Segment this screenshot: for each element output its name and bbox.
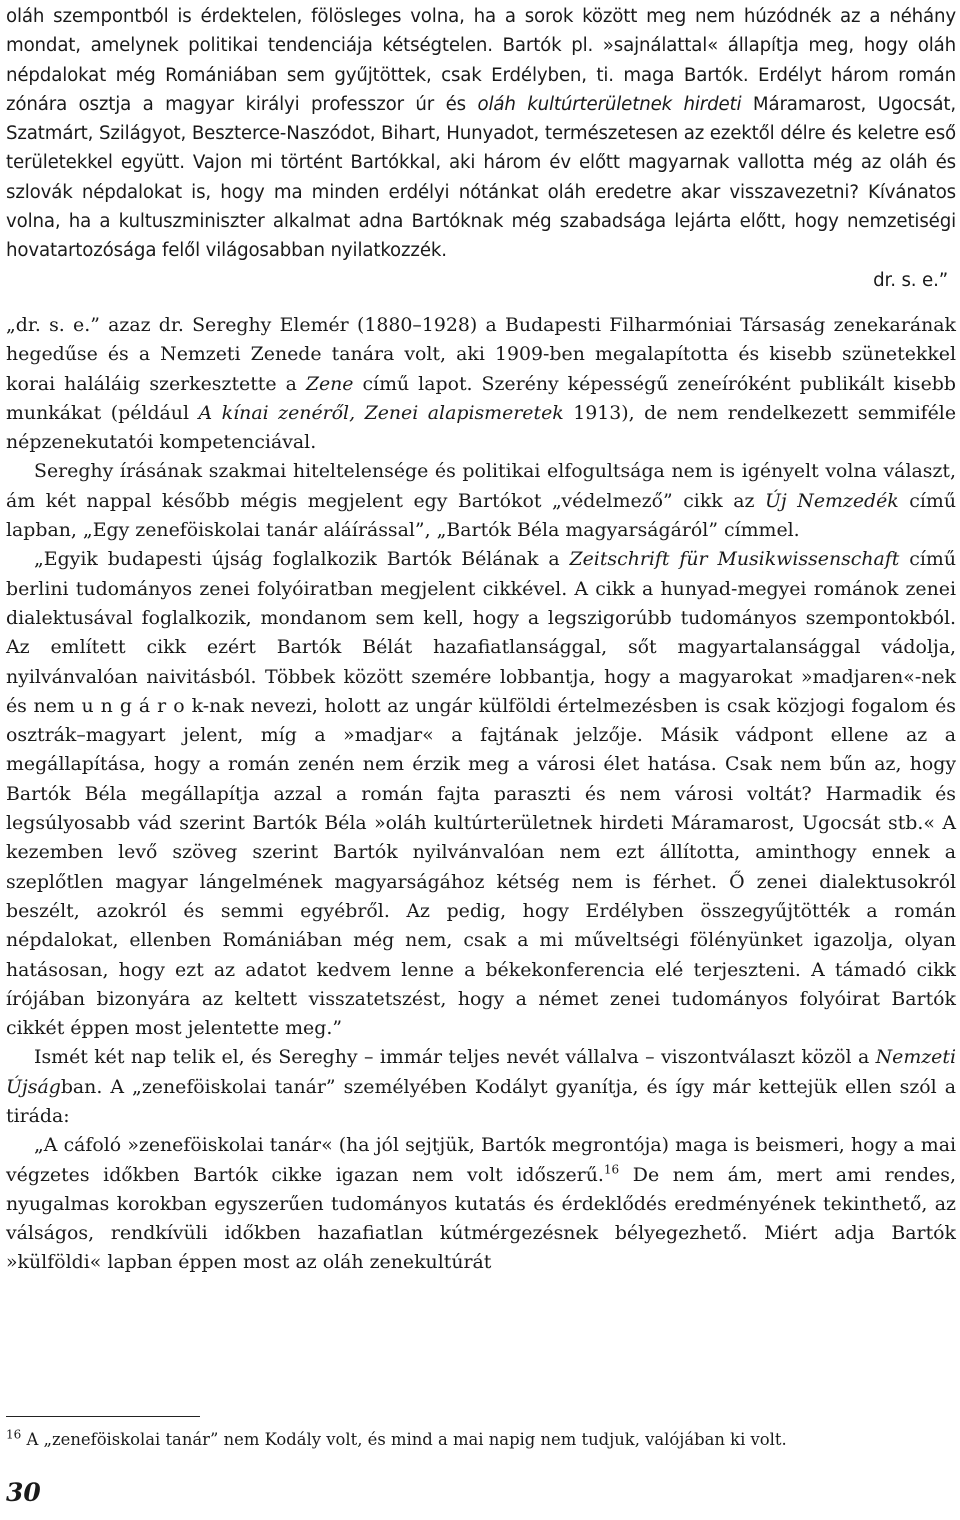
text-run: Sereghy írásának szakmai hiteltelensége és politikai elfogultsága nem is igényelt volna választ, ám két nappal később mégis megjelent egy Bartókot „védelmező” cikk az <box>6 460 956 512</box>
text-run: ban. A „zeneföiskolai tanár” személyében Kodályt gyanítja, és így már kettejük ellen szól a tiráda: <box>6 1075 956 1127</box>
italic-text: oláh kultúrterületnek hirdeti <box>477 93 742 115</box>
text-run: Ismét két nap telik el, és Sereghy – immár teljes nevét vállalva – viszontválaszt közöl a <box>34 1046 876 1069</box>
spaced-text: ungáro <box>81 694 192 717</box>
text-run: című lapban, „Egy zeneföiskolai tanár aláírással”, „Bartók Béla magyarságáról” címmel. <box>6 489 956 542</box>
footnote-text: A „zeneföiskolai tanár” nem Kodály volt, és mind a mai napig nem tudjuk, valójában ki volt. <box>21 1430 787 1449</box>
paragraph-response <box>6 457 956 545</box>
page-number: 30 <box>6 1478 41 1507</box>
text-run: című berlini tudományos zenei folyóiratban megjelent cikkével. A cikk a hunyad-megyei románok zenei dialektusával foglalkozik, mondanom sem kell, hogy a legszigorúbb tudományos szempontokból. Az említett cikk ezért Bartók Bélát hazafiatlansággal, sőt magyartalansággal vádolja, nyilvánvalóan naivitásból. Többek között szemére lobbantja, hogy a magyarokat »madjaren«-nek és nem <box>6 548 956 717</box>
footnote-ref: 16 <box>603 1162 620 1177</box>
paragraph-defense-quote <box>6 545 956 1043</box>
paragraph-tirade-quote <box>6 1131 956 1277</box>
italic-text: Nemzeti Újság <box>6 1046 956 1098</box>
document-body <box>6 2 956 1278</box>
footnote-divider <box>6 1416 200 1417</box>
paragraph-sereghy-intro <box>6 311 956 457</box>
text-run: De nem ám, mert ami rendes, nyugalmas korokban egyszerűen tudományos kutatás és érdeklődés eredményének tekinthető, az válságos, rendkívüli időkben hazafiatlan kútmérgezésnek bélyegezhető. Miért adja Bartók »külföldi« lapban éppen most az oláh zenekultúrát <box>6 1163 956 1274</box>
italic-text: Zene <box>305 372 354 395</box>
text-run: 1913), de nem rendelkezett semmiféle népzenekutatói kompetenciával. <box>6 401 957 454</box>
text-run: Máramarost, Ugocsát, Szatmárt, Szilágyot, Beszterce-Naszódot, Bihart, Hunyadot, természetesen az ezektől délre és keletre eső területekkel együtt. Vajon mi történt Bartókkal, aki három év előtt magyarnak vallotta még az oláh és szlovák népdalokat is, hogy ma minden erdélyi nótánkat oláh eredetre akar visszavezetni? Kívánatos volna, ha a kultuszminiszter alkalmat adna Bartóknak még szabadsága lejárta előtt, hogy nemzetiségi hovatartozósága felől világosabban nyilatkozzék. <box>6 93 956 262</box>
text-run: oláh szempontból is érdektelen, fölösleges volna, ha a sorok között meg nem húzódnék az a néhány mondat, amelynek politikai tendenciája kétségtelen. Bartók pl. »sajnálattal« állapítja meg, hogy oláh népdalokat még Romániában sem gyűjtöttek, csak Erdélyben, ti. maga Bartók. Erdélyt három román zónára osztja a magyar királyi professzor úr és <box>6 6 956 115</box>
text-run: „A cáfoló »zeneföiskolai tanár« (ha jól sejtjük, Bartók megrontója) maga is beismeri, hogy a mai végzetes időkben Bartók cikke igazan nem volt időszerű. <box>6 1134 956 1186</box>
italic-text: A kínai zenéről, Zenei alapismeretek <box>198 401 564 424</box>
italic-text: Zeitschrift für Musikwissenschaft <box>569 548 900 571</box>
quoted-article-paragraph <box>6 2 956 266</box>
footnote <box>6 1428 956 1452</box>
signature: dr. s. e.” <box>873 269 948 291</box>
footnote-number: 16 <box>6 1427 22 1442</box>
spacer <box>6 295 956 311</box>
text-run: című lapot. Szerény képességű zeneíróként publikált kisebb munkákat (például <box>6 372 956 424</box>
text-run: „Egyik budapesti újság foglalkozik Bartók Bélának a <box>34 548 570 571</box>
text-run: k-nak nevezi, holott az ungár külföldi értelmezésben is csak közjogi fogalom és osztrák–magyart jelent, míg a »madjar« a fajtának jelzője. Másik vádpont ellene az a megállapítása, hogy a román zenén nem érzik meg a városi élet hatása. Csak nem bűn az, hogy Bartók Béla megállapítja azzal a román fajta paraszti és nem városi voltát? Harmadik és legsúlyosabb vád szerint Bartók Béla »oláh kultúrterületnek hirdeti Máramarost, Ugocsát stb.« A kezemben levő szöveg szerint Bartók nyilvánvalóan nem ezt állította, aminthogy ennek a szeplőtlen magyar lángelmének magyarságához kétség nem is férhet. Ő zenei dialektusokról beszélt, azokról és semmi egyébről. Az pedig, hogy Erdélyben összegyűjtötték a román népdalokat, ellenben Romániában még nem, csak a mi műveltségi fölényünket igazolja, olyan hatásosan, hogy ezt az adatot kedvem lenne a békekonferencia elé terjeszteni. A támadó cikk írójában bizonyára az keltett visszatetszést, hogy a német zenei tudományos folyóirat Bartók cikkét éppen most jelentette meg.” <box>6 694 956 1040</box>
paragraph-reply <box>6 1043 956 1131</box>
text-run: „dr. s. e.” azaz dr. Sereghy Elemér (1880–1928) a Budapesti Filharmóniai Társaság zenekarának hegedűse és a Nemzeti Zenede tanára volt, aki 1909-ben megalapította és kisebb szünetekkel korai haláláig szerkesztette a <box>6 313 956 395</box>
italic-text: Új Nemzedék <box>764 489 899 512</box>
